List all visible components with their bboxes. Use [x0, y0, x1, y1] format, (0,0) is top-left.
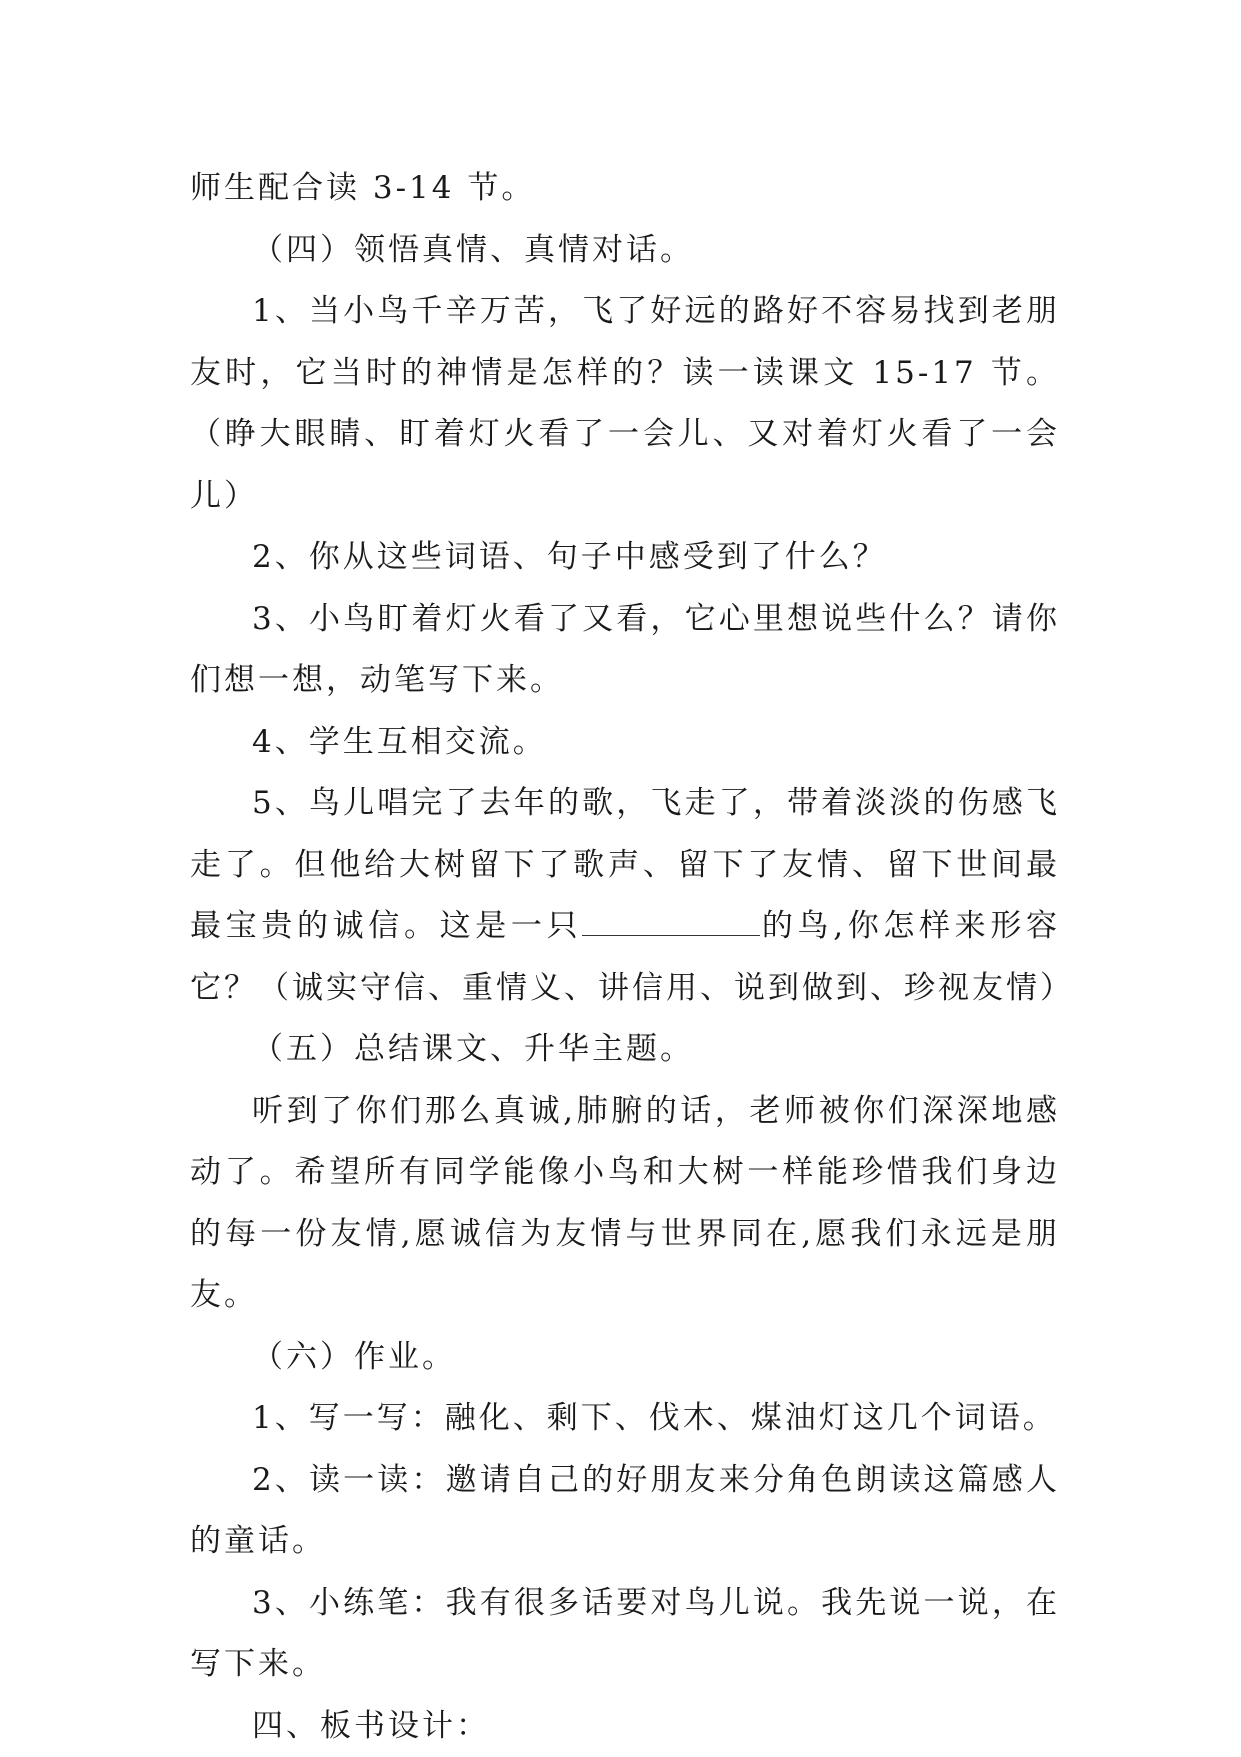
paragraph-item-1: 1、当小鸟千辛万苦，飞了好远的路好不容易找到老朋友时，它当时的神情是怎样的？读一读课文 15-17 节。（睁大眼睛、盯着灯火看了一会儿、又对着灯火看了一会儿）	[190, 281, 1060, 527]
heading-section-6: （六）作业。	[190, 1327, 1060, 1389]
paragraph-item-4: 4、学生互相交流。	[190, 712, 1060, 774]
paragraph-item-5	[190, 773, 1060, 1019]
paragraph-item-2: 2、你从这些词语、句子中感受到了什么？	[190, 527, 1060, 589]
document-body	[190, 158, 1060, 1757]
homework-item-2: 2、读一读：邀请自己的好朋友来分角色朗读这篇感人的童话。	[190, 1450, 1060, 1573]
paragraph-item-5-part-1: 5、鸟儿唱完了去年的歌，飞走了，带着淡淡的伤感飞走了。但他给大树留下了歌声、留下了友情、留下世间最最宝贵的诚信。这是一只	[190, 785, 1060, 944]
homework-item-1: 1、写一写：融化、剩下、伐木、煤油灯这几个词语。	[190, 1388, 1060, 1450]
heading-board-design: 四、板书设计：	[190, 1696, 1060, 1757]
paragraph-item-5-part-2: 的鸟,你怎样来形容它？（诚实守信、重情义、讲信用、说到做到、珍视友情）	[190, 908, 1074, 1006]
paragraph-summary: 听到了你们那么真诚,肺腑的话，老师被你们深深地感动了。希望所有同学能像小鸟和大树一样能珍惜我们身边的每一份友情,愿诚信为友情与世界同在,愿我们永远是朋友。	[190, 1081, 1060, 1327]
homework-item-3: 3、小练笔：我有很多话要对鸟儿说。我先说一说，在写下来。	[190, 1573, 1060, 1696]
fill-in-blank-line	[582, 905, 760, 936]
heading-section-4: （四）领悟真情、真情对话。	[190, 220, 1060, 282]
paragraph-reading-3-14: 师生配合读 3-14 节。	[190, 158, 1060, 220]
paragraph-item-3: 3、小鸟盯着灯火看了又看，它心里想说些什么？请你们想一想，动笔写下来。	[190, 589, 1060, 712]
heading-section-5: （五）总结课文、升华主题。	[190, 1019, 1060, 1081]
